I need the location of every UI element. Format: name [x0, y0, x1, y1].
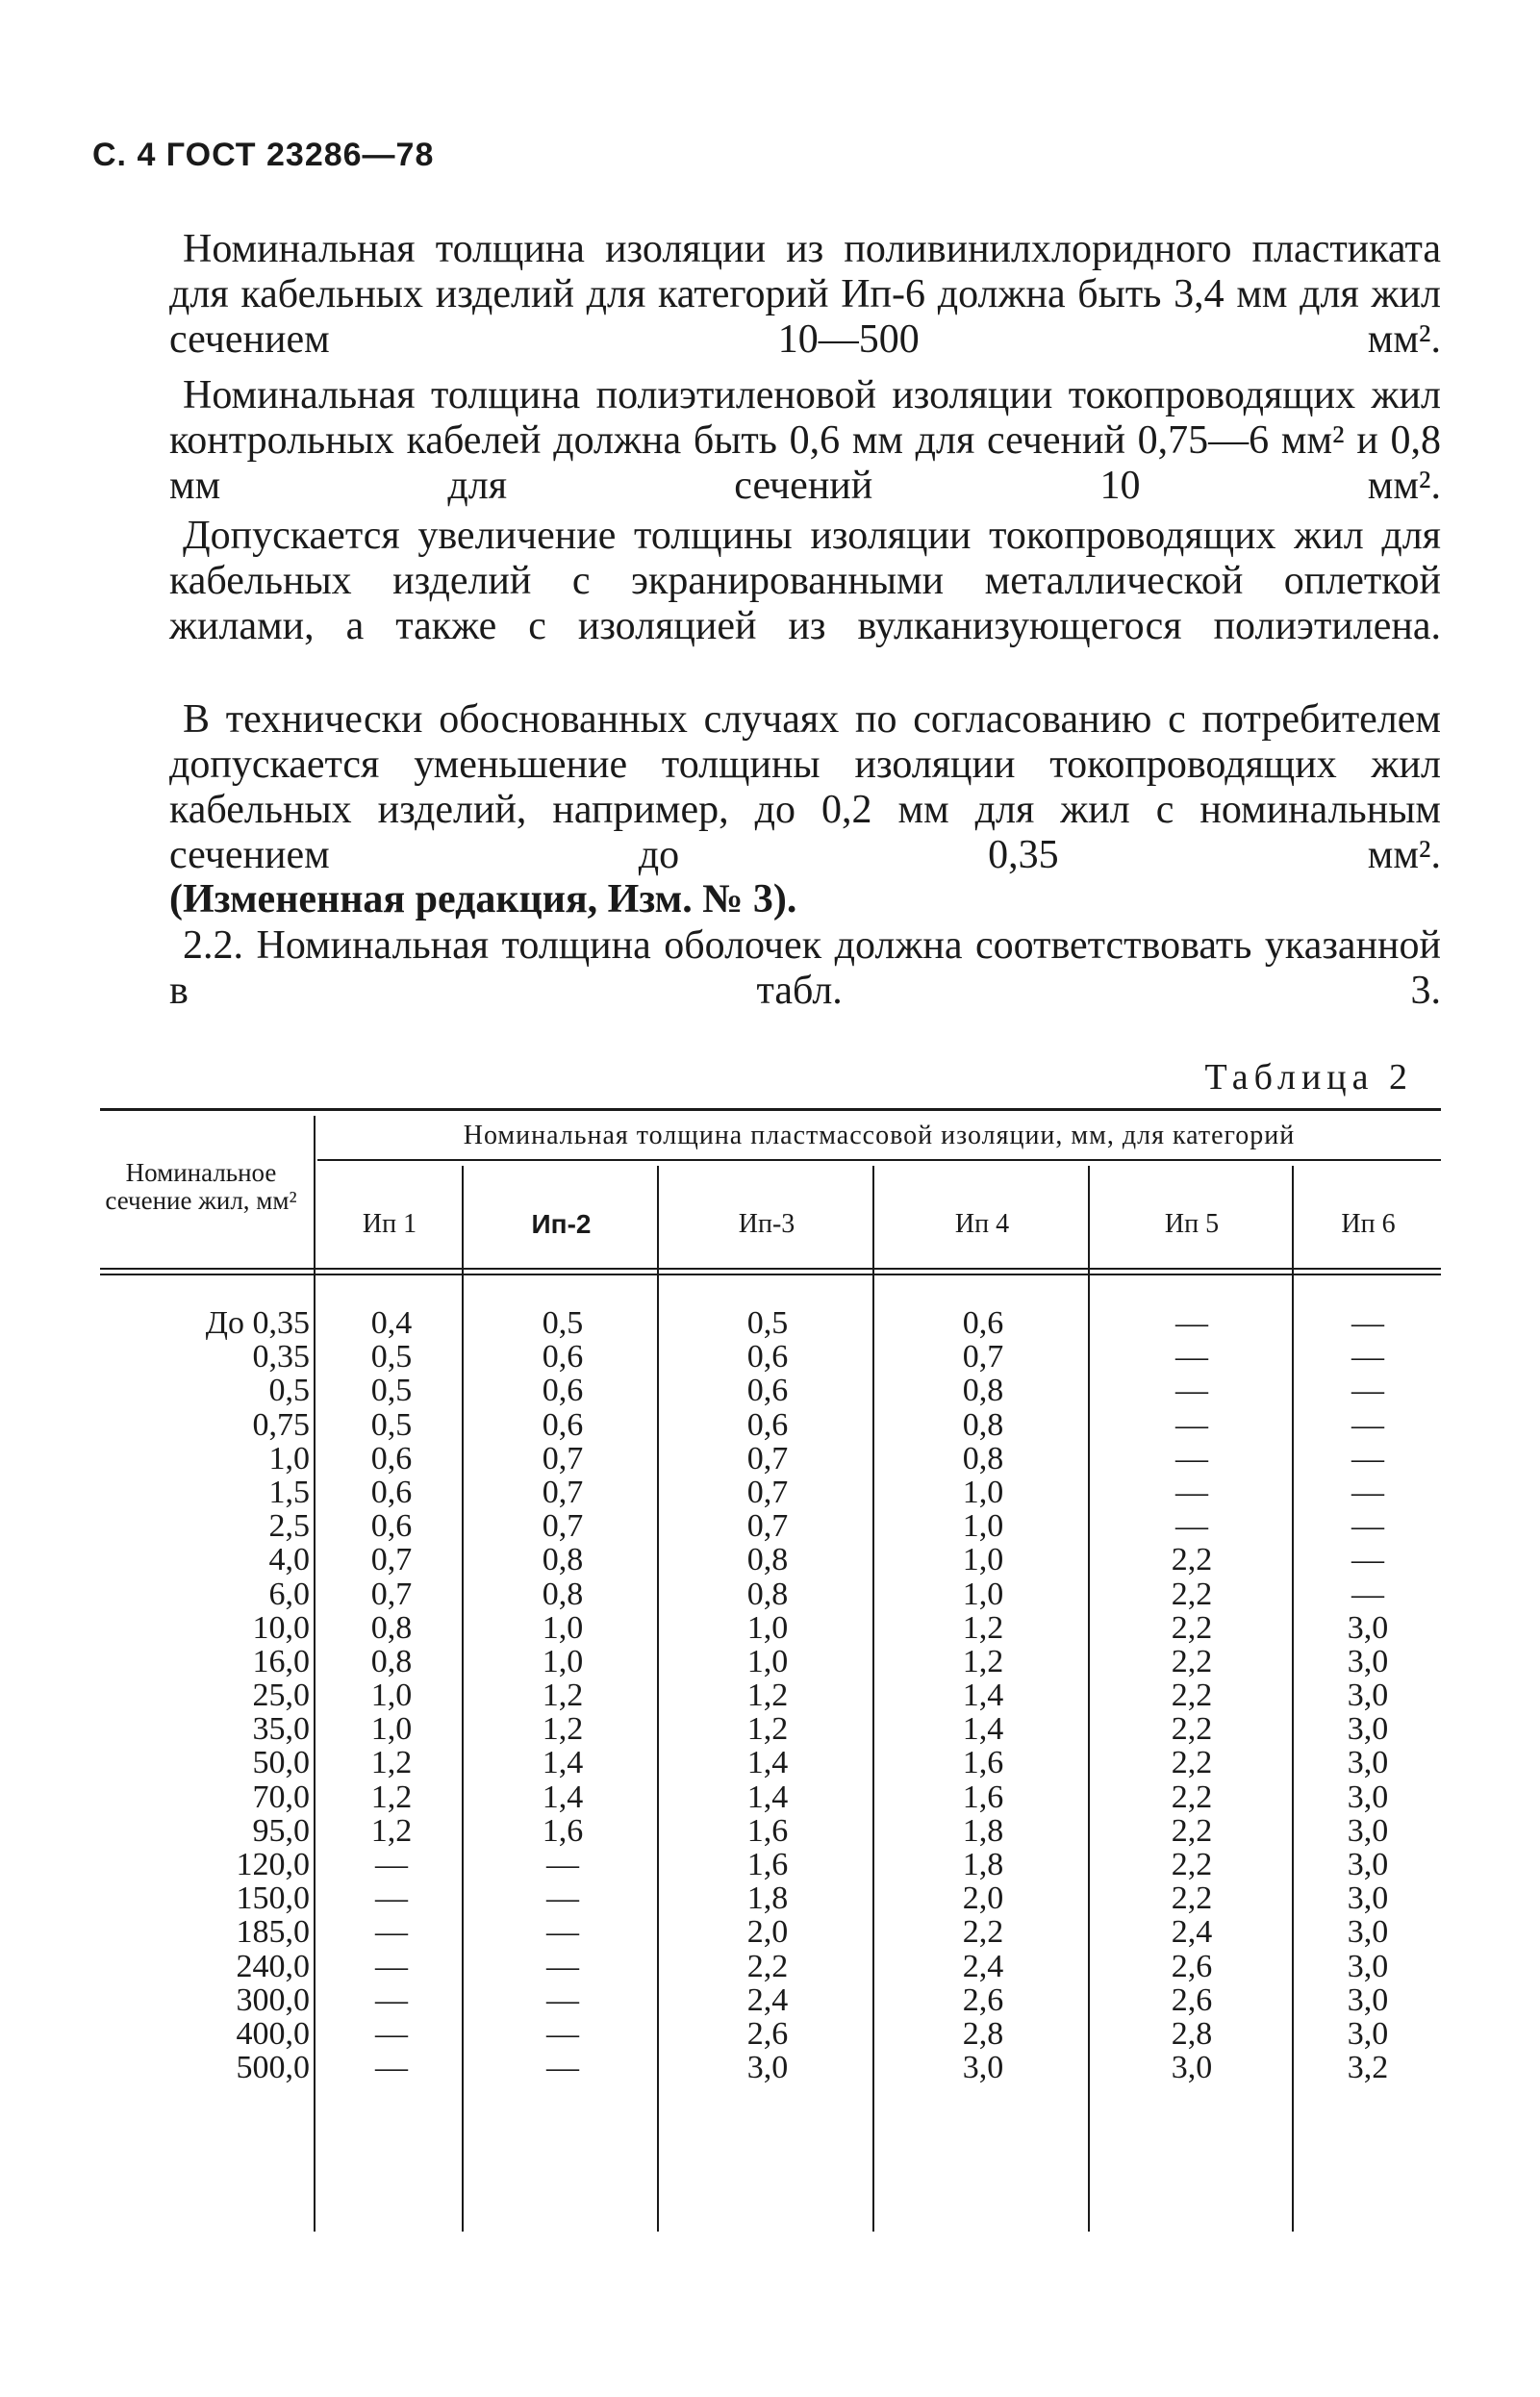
cell-thickness: 0,6: [746, 1373, 789, 1409]
table-body: [100, 1306, 1441, 2084]
cell-thickness: —: [546, 1948, 579, 1984]
table-row: [100, 1780, 1441, 1814]
col-header-ip3: Ип-3: [738, 1209, 795, 1239]
paragraph-1-text: Номинальная толщина изоляции из поливинилхлоридного пластиката для кабельных изделий для категорий Ип-6 должна быть 3,4 мм для жил сечением 10—500 мм².: [169, 227, 1441, 362]
cell-thickness: 0,8: [962, 1406, 1004, 1443]
cell-thickness: 1,2: [370, 1745, 413, 1781]
cell-thickness: 1,0: [962, 1576, 1004, 1612]
cell-thickness: 1,2: [542, 1678, 584, 1714]
table-row: [100, 1746, 1441, 1779]
cell-thickness: 3,0: [1347, 1678, 1389, 1714]
cell-thickness: 1,6: [542, 1812, 584, 1849]
cell-thickness: 0,5: [370, 1373, 413, 1409]
cell-thickness: 3,0: [1347, 1745, 1389, 1781]
cell-thickness: —: [546, 2050, 579, 2086]
table-row: [100, 2051, 1441, 2084]
cell-section: 1,5: [268, 1474, 310, 1510]
table-row: [100, 1543, 1441, 1577]
cell-thickness: —: [1175, 1440, 1208, 1476]
cell-thickness: 0,5: [746, 1305, 789, 1341]
paragraph-6-block: [169, 923, 1441, 1014]
cell-thickness: 0,6: [746, 1406, 789, 1443]
paragraph-3-block: [169, 514, 1441, 649]
cell-thickness: 1,2: [962, 1609, 1004, 1646]
cell-section: 16,0: [252, 1643, 310, 1679]
cell-thickness: 3,2: [1347, 2050, 1389, 2086]
cell-thickness: 3,0: [962, 2050, 1004, 2086]
cell-section: 0,35: [252, 1339, 310, 1375]
cell-thickness: —: [1175, 1508, 1208, 1545]
cell-section: 240,0: [236, 1948, 310, 1984]
cell-thickness: —: [375, 1981, 408, 2018]
cell-thickness: —: [1351, 1339, 1384, 1375]
cell-thickness: —: [1351, 1406, 1384, 1443]
table-row: [100, 1476, 1441, 1509]
cell-thickness: 0,7: [542, 1474, 584, 1510]
cell-thickness: 0,7: [542, 1440, 584, 1476]
cell-thickness: 3,0: [1347, 1711, 1389, 1748]
cell-section: 300,0: [236, 1981, 310, 2018]
cell-thickness: 2,8: [962, 2015, 1004, 2052]
cell-thickness: 0,6: [542, 1373, 584, 1409]
cell-thickness: —: [1351, 1440, 1384, 1476]
cell-thickness: 0,8: [962, 1440, 1004, 1476]
table-row: [100, 1950, 1441, 1983]
cell-thickness: 2,2: [1171, 1880, 1213, 1917]
cell-section: 150,0: [236, 1880, 310, 1917]
cell-thickness: 0,8: [370, 1643, 413, 1679]
table-row: [100, 1374, 1441, 1407]
cell-thickness: 2,2: [1171, 1678, 1213, 1714]
cell-thickness: —: [1175, 1474, 1208, 1510]
amendment-note: [169, 877, 1441, 922]
header-bottom-rule-1: [100, 1268, 1441, 1270]
cell-thickness: —: [375, 1880, 408, 1917]
cell-thickness: 3,0: [1347, 1880, 1389, 1917]
cell-thickness: 2,6: [746, 2015, 789, 2052]
cell-thickness: 3,0: [1171, 2050, 1213, 2086]
cell-thickness: 3,0: [1347, 1914, 1389, 1951]
cell-thickness: 0,4: [370, 1305, 413, 1341]
cell-thickness: 1,4: [746, 1745, 789, 1781]
cell-thickness: —: [1175, 1305, 1208, 1341]
cell-thickness: 0,7: [370, 1542, 413, 1578]
table-row: [100, 1442, 1441, 1476]
cell-thickness: 0,5: [542, 1305, 584, 1341]
table-row: [100, 1983, 1441, 2017]
cell-thickness: 1,6: [962, 1745, 1004, 1781]
cell-thickness: 3,0: [1347, 1643, 1389, 1679]
table-row: [100, 1881, 1441, 1915]
cell-section: 185,0: [236, 1914, 310, 1951]
cell-section: 10,0: [252, 1609, 310, 1646]
span-header: Номинальная толщина пластмассовой изоляции, мм, для категорий: [463, 1121, 1296, 1150]
cell-thickness: —: [1351, 1474, 1384, 1510]
table-row: [100, 1814, 1441, 1848]
cell-thickness: 2,6: [1171, 1981, 1213, 2018]
cell-thickness: 0,8: [370, 1609, 413, 1646]
table-row: [100, 1678, 1441, 1712]
cell-thickness: 2,2: [1171, 1576, 1213, 1612]
table-top-rule: [100, 1108, 1441, 1111]
cell-thickness: 1,4: [542, 1745, 584, 1781]
cell-thickness: —: [1175, 1373, 1208, 1409]
paragraph-4-text: В технически обоснованных случаях по согласованию с потребителем допускается уменьшение толщины изоляции токопроводящих жил кабельных изделий, например, до 0,2 мм для жил с номинальным сечением до 0,35 мм².: [169, 697, 1441, 877]
cell-thickness: 0,6: [542, 1339, 584, 1375]
cell-thickness: 1,6: [746, 1847, 789, 1882]
cell-thickness: 3,0: [1347, 1609, 1389, 1646]
cell-thickness: 3,0: [1347, 1981, 1389, 2018]
cell-thickness: 3,0: [1347, 1779, 1389, 1815]
table-row: [100, 1577, 1441, 1611]
cell-thickness: —: [546, 1847, 579, 1882]
cell-thickness: 1,2: [370, 1779, 413, 1815]
cell-section: 500,0: [236, 2050, 310, 2086]
cell-thickness: 1,0: [370, 1678, 413, 1714]
cell-thickness: —: [375, 2050, 408, 2086]
cell-section: 35,0: [252, 1711, 310, 1748]
paragraph-3: [169, 514, 1441, 649]
table-row: [100, 1611, 1441, 1645]
col-header-ip1: Ип 1: [362, 1209, 417, 1239]
amendment-note-text: (Измененная редакция, Изм. № 3).: [169, 877, 797, 921]
cell-thickness: 0,7: [746, 1508, 789, 1545]
cell-thickness: 1,6: [962, 1779, 1004, 1815]
cell-section: 0,5: [268, 1373, 310, 1409]
first-col-header: Номинальное сечение жил, мм²: [105, 1158, 297, 1215]
cell-thickness: —: [375, 1914, 408, 1951]
cell-thickness: 1,0: [542, 1643, 584, 1679]
cell-thickness: 0,7: [542, 1508, 584, 1545]
cell-thickness: 0,7: [746, 1474, 789, 1510]
cell-thickness: 2,4: [746, 1981, 789, 2018]
cell-thickness: 2,4: [962, 1948, 1004, 1984]
cell-thickness: 2,2: [1171, 1643, 1213, 1679]
cell-thickness: —: [1351, 1305, 1384, 1341]
cell-thickness: 0,8: [746, 1542, 789, 1578]
col-header-ip4: Ип 4: [954, 1209, 1010, 1239]
cell-thickness: —: [375, 2015, 408, 2052]
cell-thickness: 2,6: [962, 1981, 1004, 2018]
cell-section: 50,0: [252, 1745, 310, 1781]
header-bottom-rule-2: [100, 1274, 1441, 1275]
table-row: [100, 1645, 1441, 1678]
cell-thickness: 1,0: [962, 1508, 1004, 1545]
table-row: [100, 1509, 1441, 1543]
cell-section: 1,0: [268, 1440, 310, 1476]
cell-thickness: 1,0: [746, 1609, 789, 1646]
cell-thickness: 0,6: [370, 1474, 413, 1510]
cell-thickness: 1,0: [370, 1711, 413, 1748]
cell-thickness: 0,8: [962, 1373, 1004, 1409]
cell-thickness: —: [1351, 1508, 1384, 1545]
cell-thickness: —: [546, 1914, 579, 1951]
paragraph-1: [169, 227, 1441, 363]
cell-thickness: 0,7: [370, 1576, 413, 1612]
cell-thickness: 2,2: [746, 1948, 789, 1984]
cell-thickness: 1,4: [962, 1678, 1004, 1714]
cell-thickness: 0,7: [746, 1440, 789, 1476]
cell-thickness: 1,0: [746, 1643, 789, 1679]
cell-thickness: —: [1175, 1406, 1208, 1443]
cell-section: 0,75: [252, 1406, 310, 1443]
cell-thickness: 2,2: [1171, 1711, 1213, 1748]
col-header-ip6: Ип 6: [1341, 1209, 1396, 1239]
cell-thickness: 2,6: [1171, 1948, 1213, 1984]
cell-section: 95,0: [252, 1812, 310, 1849]
page-header: С. 4 ГОСТ 23286—78: [92, 137, 435, 173]
paragraph-6-text: 2.2. Номинальная толщина оболочек должна соответствовать указанной в табл. 3.: [169, 923, 1441, 1013]
cell-thickness: 1,8: [962, 1812, 1004, 1849]
paragraph-4: [169, 697, 1441, 878]
cell-thickness: 2,0: [746, 1914, 789, 1951]
cell-thickness: 3,0: [1347, 2015, 1389, 2052]
table-row: [100, 1340, 1441, 1374]
cell-thickness: 1,4: [746, 1779, 789, 1815]
table-row: [100, 1712, 1441, 1746]
cell-thickness: 1,2: [746, 1678, 789, 1714]
cell-thickness: 1,2: [962, 1643, 1004, 1679]
cell-thickness: 1,0: [962, 1542, 1004, 1578]
cell-thickness: 2,8: [1171, 2015, 1213, 2052]
cell-thickness: 2,2: [1171, 1542, 1213, 1578]
cell-thickness: —: [375, 1847, 408, 1882]
cell-thickness: 2,0: [962, 1880, 1004, 1917]
cell-thickness: 0,8: [746, 1576, 789, 1612]
cell-thickness: 3,0: [746, 2050, 789, 2086]
cell-thickness: —: [375, 1948, 408, 1984]
cell-section: До 0,35: [205, 1305, 310, 1341]
cell-thickness: 2,2: [1171, 1847, 1213, 1882]
cell-thickness: 0,6: [370, 1440, 413, 1476]
cell-thickness: —: [1351, 1373, 1384, 1409]
cell-thickness: 0,5: [370, 1406, 413, 1443]
cell-thickness: 0,6: [370, 1508, 413, 1545]
col-header-ip5: Ип 5: [1164, 1209, 1220, 1239]
cell-thickness: 0,8: [542, 1576, 584, 1612]
cell-thickness: —: [1175, 1339, 1208, 1375]
cell-thickness: 3,0: [1347, 1812, 1389, 1849]
cell-thickness: 0,6: [542, 1406, 584, 1443]
cell-thickness: 3,0: [1347, 1847, 1389, 1882]
cell-section: 6,0: [268, 1576, 310, 1612]
paragraph-2-block: [169, 373, 1441, 509]
paragraph-5-block: [169, 877, 1441, 922]
cell-thickness: 2,4: [1171, 1914, 1213, 1951]
table-row: [100, 2017, 1441, 2051]
cell-thickness: 3,0: [1347, 1948, 1389, 1984]
cell-section: 25,0: [252, 1678, 310, 1714]
cell-thickness: 0,5: [370, 1339, 413, 1375]
span-header-rule: [317, 1159, 1441, 1161]
cell-thickness: 1,2: [370, 1812, 413, 1849]
paragraph-6: [169, 923, 1441, 1014]
cell-thickness: —: [546, 2015, 579, 2052]
paragraph-1-block: [169, 227, 1441, 363]
table-row: [100, 1306, 1441, 1340]
cell-thickness: 1,0: [962, 1474, 1004, 1510]
cell-thickness: 1,2: [746, 1711, 789, 1748]
cell-thickness: —: [1351, 1542, 1384, 1578]
cell-thickness: 0,6: [962, 1305, 1004, 1341]
cell-thickness: 1,8: [746, 1880, 789, 1917]
cell-section: 4,0: [268, 1542, 310, 1578]
cell-section: 120,0: [236, 1847, 310, 1882]
cell-thickness: 2,2: [1171, 1609, 1213, 1646]
table-label: Таблица 2: [1204, 1057, 1413, 1098]
paragraph-2-text: Номинальная толщина полиэтиленовой изоляции токопроводящих жил контрольных кабелей должна быть 0,6 мм для сечений 0,75—6 мм² и 0,8 мм для сечений 10 мм².: [169, 373, 1441, 508]
paragraph-4-block: [169, 697, 1441, 878]
cell-thickness: —: [546, 1981, 579, 2018]
cell-thickness: 2,2: [1171, 1745, 1213, 1781]
cell-thickness: 2,2: [1171, 1779, 1213, 1815]
cell-thickness: —: [546, 1880, 579, 1917]
cell-thickness: 1,6: [746, 1812, 789, 1849]
cell-section: 400,0: [236, 2015, 310, 2052]
paragraph-3-text: Допускается увеличение толщины изоляции токопроводящих жил для кабельных изделий с экранированными металлической оплеткой жилами, а также с изоляцией из вулканизующегося полиэтилена.: [169, 514, 1441, 648]
cell-section: 70,0: [252, 1779, 310, 1815]
cell-thickness: 0,7: [962, 1339, 1004, 1375]
cell-thickness: 0,8: [542, 1542, 584, 1578]
cell-thickness: —: [1351, 1576, 1384, 1612]
cell-thickness: 0,6: [746, 1339, 789, 1375]
cell-thickness: 1,2: [542, 1711, 584, 1748]
table-row: [100, 1848, 1441, 1881]
table-row: [100, 1408, 1441, 1442]
cell-thickness: 2,2: [1171, 1812, 1213, 1849]
cell-thickness: 1,4: [542, 1779, 584, 1815]
paragraph-2: [169, 373, 1441, 509]
cell-section: 2,5: [268, 1508, 310, 1545]
table-row: [100, 1915, 1441, 1949]
cell-thickness: 1,8: [962, 1847, 1004, 1882]
col-header-ip2: Ип-2: [531, 1209, 592, 1239]
cell-thickness: 1,0: [542, 1609, 584, 1646]
cell-thickness: 2,2: [962, 1914, 1004, 1951]
cell-thickness: 1,4: [962, 1711, 1004, 1748]
